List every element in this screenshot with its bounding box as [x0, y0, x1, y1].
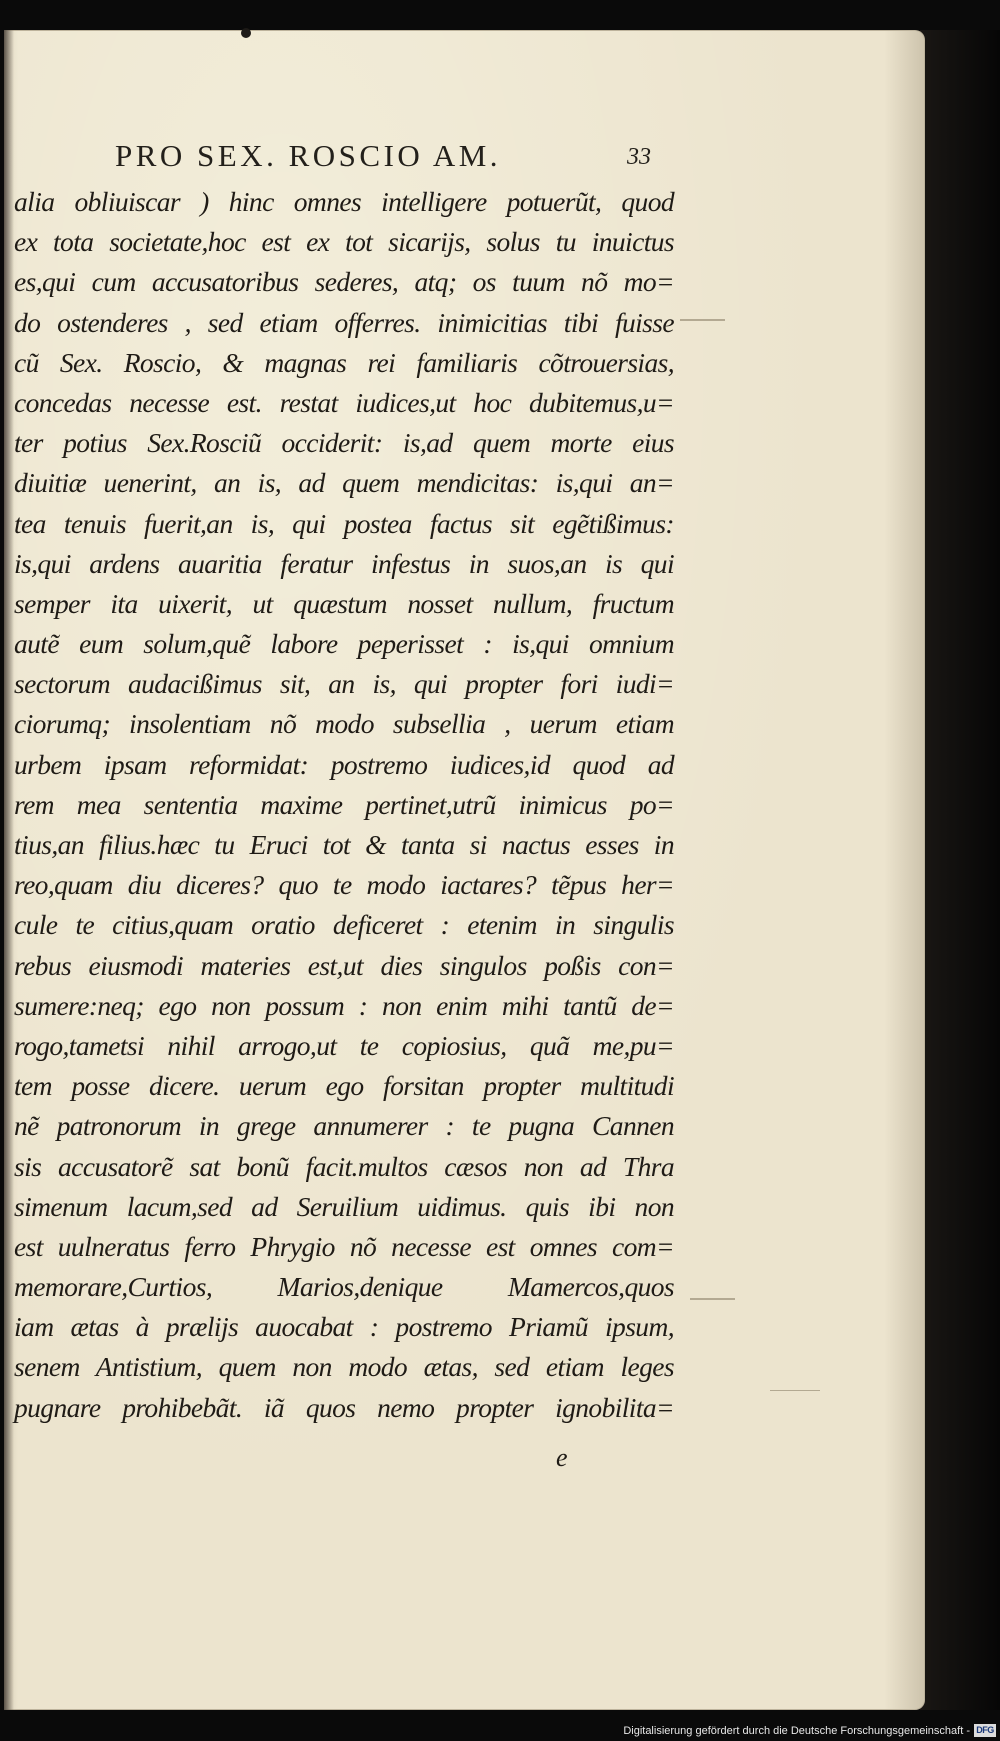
margin-mark: [690, 1298, 735, 1300]
text-line: rogo,tametsi nihil arrogo,ut te copiosius, quã me,pu=: [14, 1029, 674, 1061]
text-line: sectorum audacißimus sit, an is, qui propter fori iudi=: [14, 668, 674, 700]
text-line: ter potius Sex.Rosciũ occiderit: is,ad quem morte eius: [14, 427, 674, 459]
text-line: sis accusatorẽ sat bonũ facit.multos cæsos non ad Thra: [14, 1150, 674, 1182]
running-title: PRO SEX. ROSCIO AM.: [115, 138, 502, 173]
text-line: nẽ patronorum in grege annumerer : te pugna Cannen: [14, 1110, 674, 1142]
binding-thread-mark: [241, 28, 251, 38]
body-text: [14, 182, 674, 1428]
text-line: pugnare prohibebãt. iã quos nemo propter ignobilita=: [14, 1391, 674, 1423]
text-line: sumere:neq; ego non possum : non enim mihi tantũ de=: [14, 989, 674, 1021]
text-line: alia obliuiscar ) hinc omnes intelligere potuerũt, quod: [14, 186, 674, 217]
funding-notice: Digitalisierung gefördert durch die Deutsche Forschungsgemeinschaft -: [623, 1725, 970, 1737]
text-line: do ostenderes , sed etiam offerres. inimicitias tibi fuisse: [14, 306, 674, 338]
text-line: cũ Sex. Roscio, & magnas rei familiaris cõtrouersias,: [14, 346, 674, 378]
text-line: rebus eiusmodi materies est,ut dies singulos poßis con=: [14, 949, 674, 981]
text-line: reo,quam diu diceres? quo te modo iactares? tẽpus her=: [14, 869, 674, 901]
text-line: ex tota societate,hoc est ex tot sicarijs, solus tu inuictus: [14, 226, 674, 258]
running-head: [115, 138, 705, 178]
text-line: tius,an filius.hæc tu Eruci tot & tanta si nactus esses in: [14, 829, 674, 860]
text-line: concedas necesse est. restat iudices,ut hoc dubitemus,u=: [14, 386, 674, 418]
footer: [0, 1722, 1000, 1741]
text-line: senem Antistium, quem non modo ætas, sed etiam leges: [14, 1351, 674, 1383]
dfg-logo: DFG: [974, 1724, 996, 1737]
text-line: simenum lacum,sed ad Seruilium uidimus. quis ibi non: [14, 1190, 674, 1222]
book-edge-shadow: [920, 30, 1000, 1710]
text-line: cule te citius,quam oratio deficeret : etenim in singulis: [14, 909, 674, 941]
text-line: tem posse dicere. uerum ego forsitan propter multitudi: [14, 1070, 674, 1102]
text-line: rem mea sententia maxime pertinet,utrũ inimicus po=: [14, 788, 674, 820]
text-line: urbem ipsam reformidat: postremo iudices,id quod ad: [14, 748, 674, 780]
text-line: is,qui ardens auaritia feratur infestus in suos,an is qui: [14, 547, 674, 579]
text-line: ciorumq; insolentiam nõ modo subsellia , uerum etiam: [14, 708, 674, 740]
text-line: iam ætas à prælijs auocabat : postremo Priamũ ipsum,: [14, 1311, 674, 1343]
text-line: semper ita uixerit, ut quæstum nosset nullum, fructum: [14, 587, 674, 619]
text-line: memorare,Curtios, Marios,denique Mamercos,quos: [14, 1271, 674, 1303]
text-line: autẽ eum solum,quẽ labore peperisset : is,qui omnium: [14, 628, 674, 660]
margin-mark: [770, 1390, 820, 1391]
margin-mark: [680, 319, 725, 321]
signature-mark: e: [556, 1443, 568, 1472]
text-line: tea tenuis fuerit,an is, qui postea factus sit egẽtißimus:: [14, 507, 674, 539]
page-gutter-shadow: [4, 30, 14, 1710]
text-line: es,qui cum accusatoribus sederes, atq; os tuum nõ mo=: [14, 266, 674, 298]
text-line: diuitiæ uenerint, an is, ad quem mendicitas: is,qui an=: [14, 467, 674, 499]
text-line: est uulneratus ferro Phrygio nõ necesse est omnes com=: [14, 1230, 674, 1262]
page-number: 33: [627, 144, 651, 170]
